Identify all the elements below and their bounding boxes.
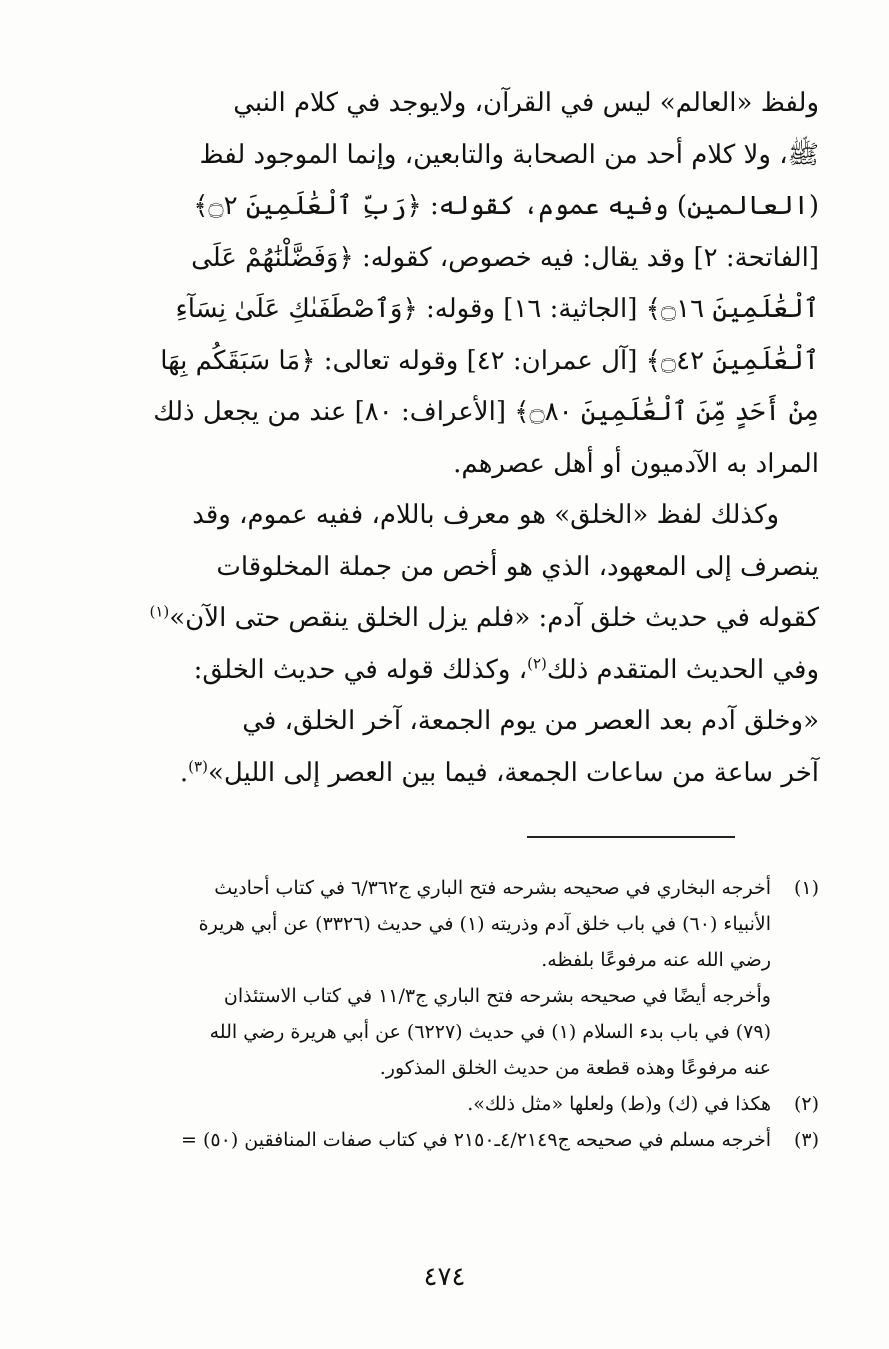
text-line: (العالمين) وفيه عموم، كقوله: ﴿رَبِّ ٱلْعَٰلَمِينَ ۝٢﴾	[193, 191, 819, 221]
footnote-3	[59, 1122, 819, 1158]
paragraph-1	[69, 78, 819, 490]
text-line: [الفاتحة: ٢] وقد يقال: فيه خصوص، كقوله: ﴿وَفَضَّلْنَٰهُمْ عَلَى	[191, 242, 819, 273]
text-line: كقوله في حديث خلق آدم: «فلم يزل الخلق ينقص حتى الآن»	[169, 603, 819, 633]
text-line: وفي الحديث المتقدم ذلك	[546, 654, 819, 685]
text-line: ﷺ، ولا كلام أحد من الصحابة والتابعين، وإنما الموجود لفظ	[199, 139, 819, 170]
text-line: ٱلْعَٰلَمِينَ ۝١٦﴾ [الجاثية: ١٦] وقوله: ﴿وَٱصْطَفَىٰكِ عَلَىٰ نِسَآءِ	[175, 294, 819, 324]
footnote-line: وأخرجه أيضًا في صحيحه بشرحه فتح الباري ج١١/٣ في كتاب الاستئذان	[223, 985, 771, 1007]
text-line: ، وكذلك قوله في حديث الخلق:	[193, 654, 528, 685]
footnote-text	[59, 870, 771, 1086]
text-line: وكذلك لفظ «الخلق» هو معرف باللام، ففيه عموم، وقد	[192, 500, 779, 530]
footnote-separator	[527, 836, 735, 838]
footnotes	[59, 870, 819, 1158]
footnote-text: هكذا في (ك) و(ط) ولعلها «مثل ذلك».	[467, 1093, 771, 1115]
footnote-marker[interactable]: (١)	[149, 602, 170, 621]
footnote-marker[interactable]: (٢)	[527, 653, 547, 672]
text-line: ينصرف إلى المعهود، الذي هو أخص من جملة المخلوقات	[216, 551, 819, 582]
text-line: ٱلْعَٰلَمِينَ ۝٤٢﴾ [آل عمران: ٤٢] وقوله تعالى: ﴿مَا سَبَقَكُم بِهَا	[160, 345, 819, 376]
footnote-1	[59, 870, 819, 1086]
footnote-number: (٣)	[793, 1129, 819, 1151]
footnote-line: رضي الله عنه مرفوعًا بلفظه.	[541, 949, 771, 971]
footnote-2	[59, 1086, 819, 1122]
page-number: ٤٧٤	[423, 1262, 466, 1292]
paragraph-2	[69, 490, 819, 799]
footnote-text: أخرجه مسلم في صحيحه ج٤/٢١٤٩ـ٢١٥٠ في كتاب صفات المنافقين (٥٠) =	[181, 1129, 771, 1151]
text-line: آخر ساعة من ساعات الجمعة، فيما بين العصر إلى الليل»	[207, 757, 819, 788]
footnote-line: (٧٩) في باب بدء السلام (١) في حديث (٦٢٢٧) عن أبي هريرة رضي الله	[209, 1021, 771, 1043]
footnote-number: (١)	[793, 877, 819, 899]
text-line: مِنْ أَحَدٍ مِّنَ ٱلْعَٰلَمِينَ ۝٨٠﴾ [الأعراف: ٨٠] عند من يجعل ذلك	[153, 397, 819, 427]
text-line: .	[179, 757, 189, 788]
footnote-line: أخرجه البخاري في صحيحه بشرحه فتح الباري ج٦/٣٦٢ في كتاب أحاديث	[214, 877, 771, 899]
footnote-number: (٢)	[793, 1093, 819, 1115]
text-line: ولفظ «العالم» ليس في القرآن، ولايوجد في كلام النبي	[233, 88, 819, 118]
footnote-marker[interactable]: (٣)	[188, 756, 208, 775]
text-line: المراد به الآدميون أو أهل عصرهم.	[453, 448, 819, 479]
footnote-line: عنه مرفوعًا وهذه قطعة من حديث الخلق المذكور.	[379, 1057, 771, 1079]
footnote-line: الأنبياء (٦٠) في باب خلق آدم وذريته (١) في حديث (٣٣٢٦) عن أبي هريرة	[198, 913, 771, 935]
text-line: «وخلق آدم بعد العصر من يوم الجمعة، آخر الخلق، في	[242, 706, 819, 736]
main-text	[69, 78, 819, 799]
